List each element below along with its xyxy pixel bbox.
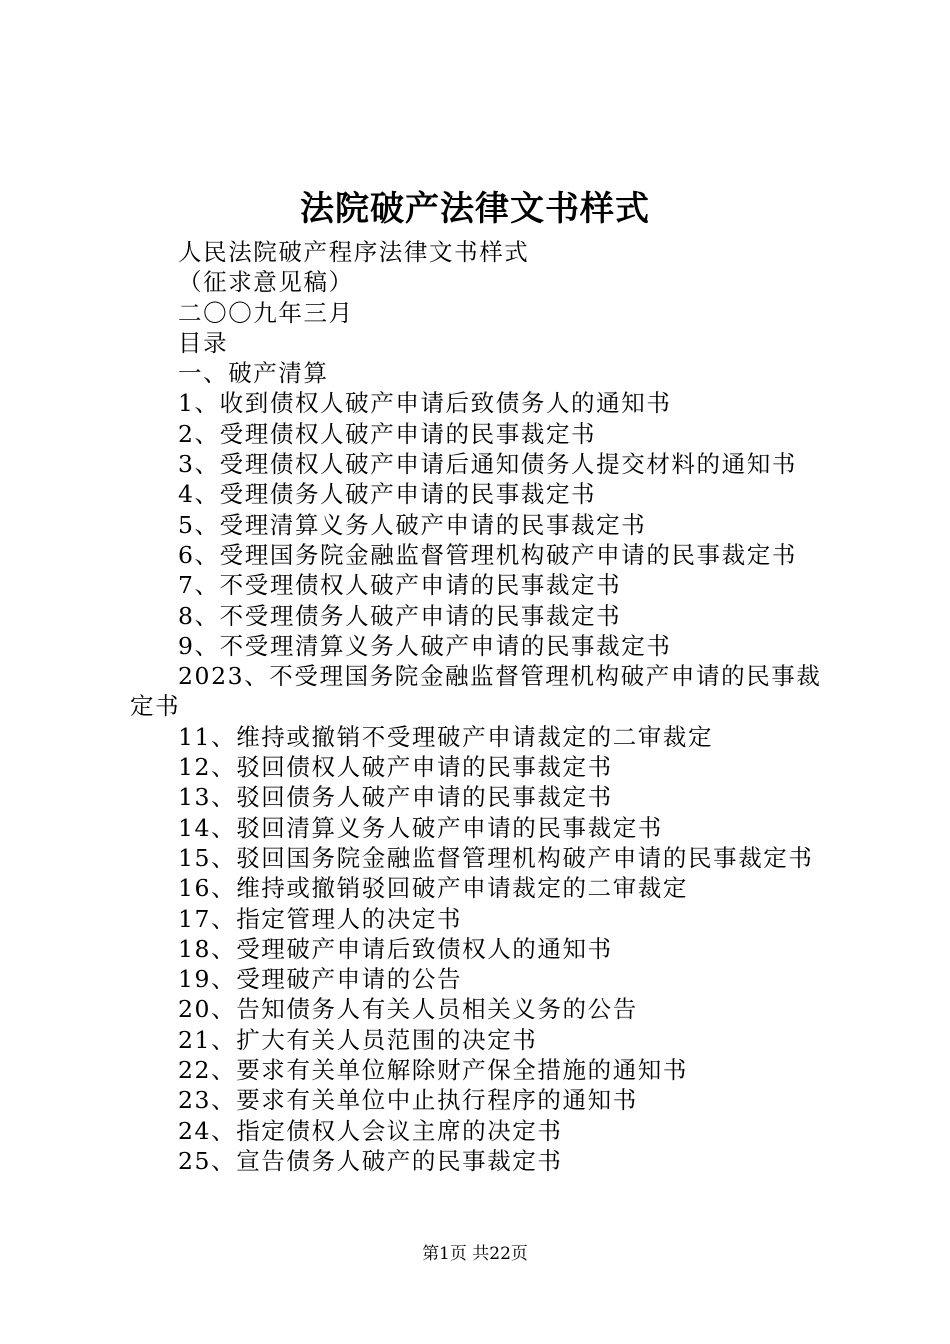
toc-item: 4、受理债务人破产申请的民事裁定书 bbox=[178, 480, 597, 509]
document-body bbox=[130, 237, 835, 1176]
body-line: 人民法院破产程序法律文书样式 bbox=[178, 238, 530, 266]
toc-item: 5、受理清算义务人破产申请的民事裁定书 bbox=[178, 510, 647, 539]
toc-item: 20、告知债务人有关人员相关义务的公告 bbox=[178, 995, 638, 1024]
toc-item: 2、受理债权人破产申请的民事裁定书 bbox=[178, 419, 597, 448]
toc-item: 19、受理破产申请的公告 bbox=[178, 965, 463, 994]
toc-item: 11、维持或撤销不受理破产申请裁定的二审裁定 bbox=[178, 722, 714, 751]
toc-item: 21、扩大有关人员范围的决定书 bbox=[178, 1025, 538, 1054]
toc-item: 22、要求有关单位解除财产保全措施的通知书 bbox=[178, 1056, 689, 1085]
toc-item: 6、受理国务院金融监督管理机构破产申请的民事裁定书 bbox=[178, 540, 797, 569]
toc-item: 23、要求有关单位中止执行程序的通知书 bbox=[178, 1086, 638, 1115]
toc-item: 15、驳回国务院金融监督管理机构破产申请的民事裁定书 bbox=[178, 843, 814, 872]
toc-section-heading: 一、破产清算 bbox=[178, 359, 329, 388]
toc-item-wrapped: 2023、不受理国务院金融监督管理机构破产申请的民事裁定书 bbox=[130, 662, 822, 721]
toc-item: 24、指定债权人会议主席的决定书 bbox=[178, 1116, 563, 1145]
toc-item: 12、驳回债权人破产申请的民事裁定书 bbox=[178, 753, 613, 782]
toc-item: 18、受理破产申请后致债权人的通知书 bbox=[178, 934, 613, 963]
body-line: 二〇〇九年三月 bbox=[178, 298, 354, 327]
toc-item: 13、驳回债务人破产申请的民事裁定书 bbox=[178, 783, 613, 812]
toc-item: 1、收到债权人破产申请后致债务人的通知书 bbox=[178, 389, 672, 418]
toc-item: 17、指定管理人的决定书 bbox=[178, 904, 463, 933]
toc-item: 16、维持或撤销驳回破产申请裁定的二审裁定 bbox=[178, 874, 689, 903]
toc-item: 9、不受理清算义务人破产申请的民事裁定书 bbox=[178, 631, 672, 660]
page-number-footer: 第1页 共22页 bbox=[422, 1244, 528, 1264]
toc-heading: 目录 bbox=[178, 328, 229, 357]
toc-item: 8、不受理债务人破产申请的民事裁定书 bbox=[178, 601, 622, 630]
toc-item: 3、受理债权人破产申请后通知债务人提交材料的通知书 bbox=[178, 450, 797, 479]
document-title: 法院破产法律文书样式 bbox=[300, 189, 650, 229]
toc-item: 7、不受理债权人破产申请的民事裁定书 bbox=[178, 571, 622, 600]
body-line: （征求意见稿） bbox=[178, 268, 354, 297]
toc-item: 14、驳回清算义务人破产申请的民事裁定书 bbox=[178, 813, 663, 842]
toc-item: 25、宣告债务人破产的民事裁定书 bbox=[178, 1146, 563, 1175]
